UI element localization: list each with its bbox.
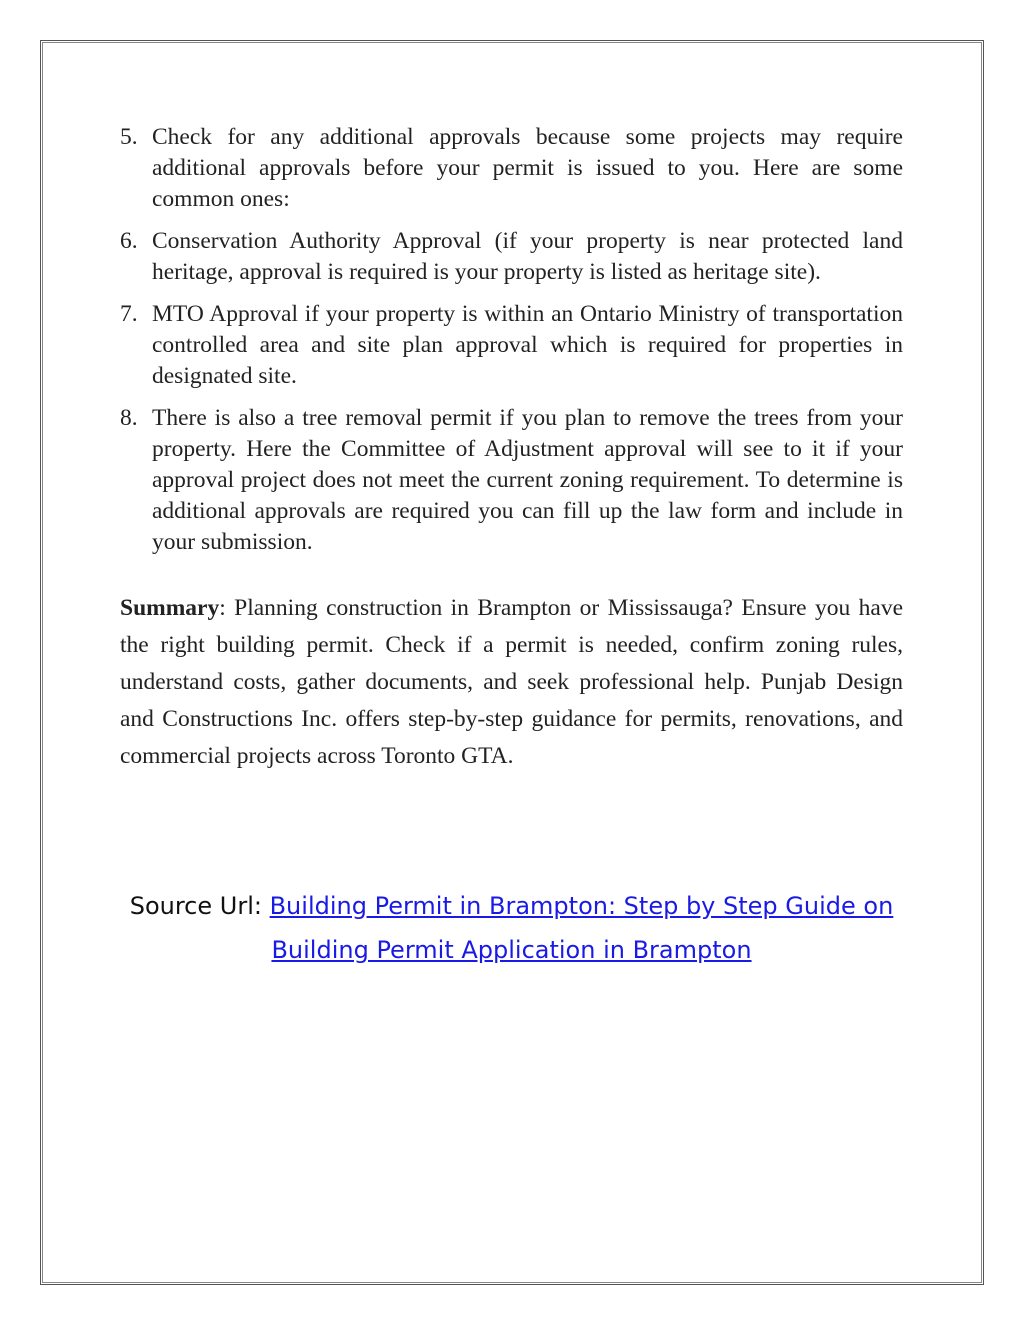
list-item bbox=[120, 122, 903, 215]
summary-separator: : bbox=[219, 595, 226, 621]
list-item-text: There is also a tree removal permit if you plan to remove the trees from your property. Here the Committee of Adjustment approval will see to it if your approval project does not meet the current zoning requirement. To determine is additional approvals are required you can fill up the law form and include in your submission. bbox=[152, 405, 903, 555]
list-item-text: MTO Approval if your property is within an Ontario Ministry of transportation controlled area and site plan approval which is required for properties in designated site. bbox=[152, 301, 903, 389]
list-item bbox=[120, 299, 903, 392]
list-item-number: 6. bbox=[120, 228, 138, 254]
list-item-text: Conservation Authority Approval (if your property is near protected land heritage, approval is required is your property is listed as heritage site). bbox=[152, 228, 903, 285]
list-item-number: 7. bbox=[120, 301, 138, 327]
document-body bbox=[120, 122, 903, 799]
list-item bbox=[120, 403, 903, 558]
source-url-label: Source Url: bbox=[129, 892, 262, 920]
source-url-link[interactable]: Building Permit in Brampton: Step by Step Guide on Building Permit Application in Brampton bbox=[269, 892, 894, 964]
list-item-text: Check for any additional approvals because some projects may require additional approvals before your permit is issued to you. Here are some common ones: bbox=[152, 124, 903, 212]
list-item bbox=[120, 226, 903, 288]
list-item-number: 8. bbox=[120, 405, 138, 431]
list-item-number: 5. bbox=[120, 124, 138, 150]
summary-text: Planning construction in Brampton or Mississauga? Ensure you have the right building permit. Check if a permit is needed, confirm zoning rules, understand costs, gather documents, and seek professional help. Punjab Design and Constructions Inc. offers step-by-step guidance for permits, renovations, and commercial projects across Toronto GTA. bbox=[120, 595, 903, 769]
summary-label: Summary bbox=[120, 595, 220, 621]
steps-list bbox=[120, 122, 903, 558]
summary-paragraph bbox=[120, 590, 903, 775]
source-url-block bbox=[120, 884, 903, 972]
